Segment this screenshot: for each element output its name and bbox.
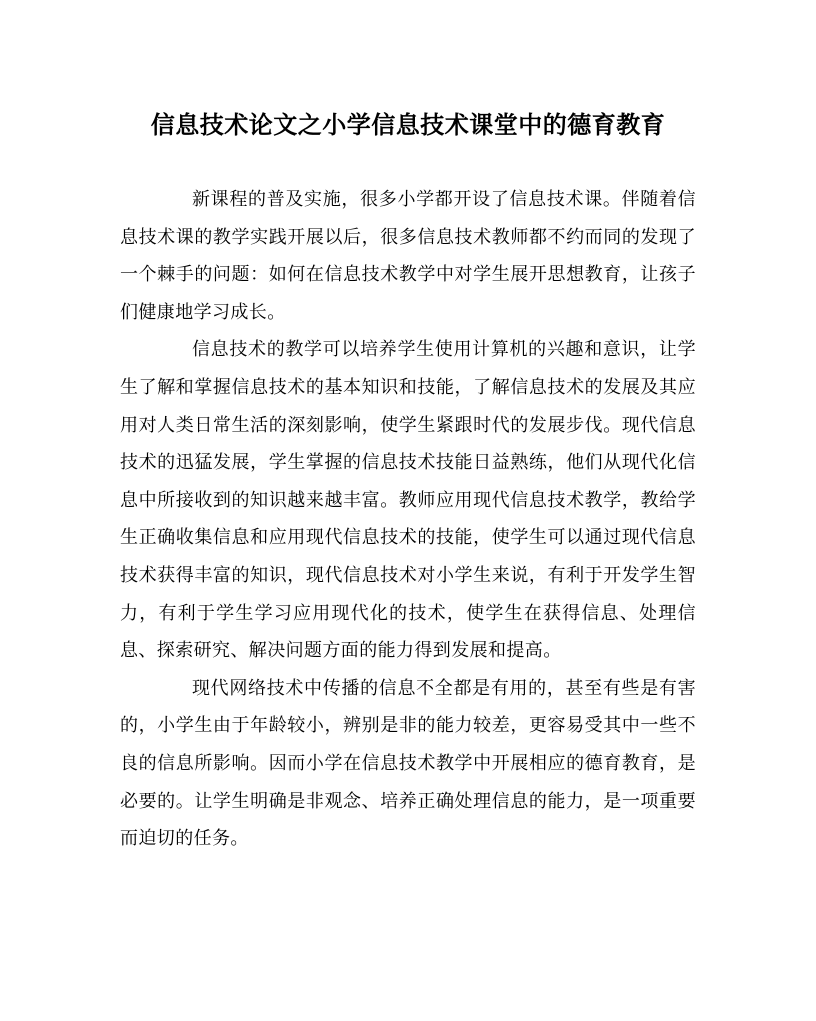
document-body [120, 181, 696, 858]
paragraph-2: 信息技术的教学可以培养学生使用计算机的兴趣和意识，让学生了解和掌握信息技术的基本知识和技能，了解信息技术的发展及其应用对人类日常生活的深刻影响，使学生紧跟时代的发展步伐。现代信息技术的迅猛发展，学生掌握的信息技术技能日益熟练，他们从现代化信息中所接收到的知识越来越丰富。教师应用现代信息技术教学，教给学生正确收集信息和应用现代信息技术的技能，使学生可以通过现代信息技术获得丰富的知识，现代信息技术对小学生来说，有利于开发学生智力，有利于学生学习应用现代化的技术，使学生在获得信息、处理信息、探索研究、解决问题方面的能力得到发展和提高。 [120, 339, 696, 662]
paragraph-3: 现代网络技术中传播的信息不全都是有用的，甚至有些是有害的，小学生由于年龄较小，辨别是非的能力较差，更容易受其中一些不良的信息所影响。因而小学在信息技术教学中开展相应的德育教育，是必要的。让学生明确是非观念、培养正确处理信息的能力，是一项重要而迫切的任务。 [120, 677, 696, 850]
document-title: 信息技术论文之小学信息技术课堂中的德育教育 [150, 110, 666, 139]
paragraph-1: 新课程的普及实施，很多小学都开设了信息技术课。伴随着信息技术课的教学实践开展以后，很多信息技术教师都不约而同的发现了一个棘手的问题：如何在信息技术教学中对学生展开思想教育，让孩子们健康地学习成长。 [120, 189, 696, 323]
